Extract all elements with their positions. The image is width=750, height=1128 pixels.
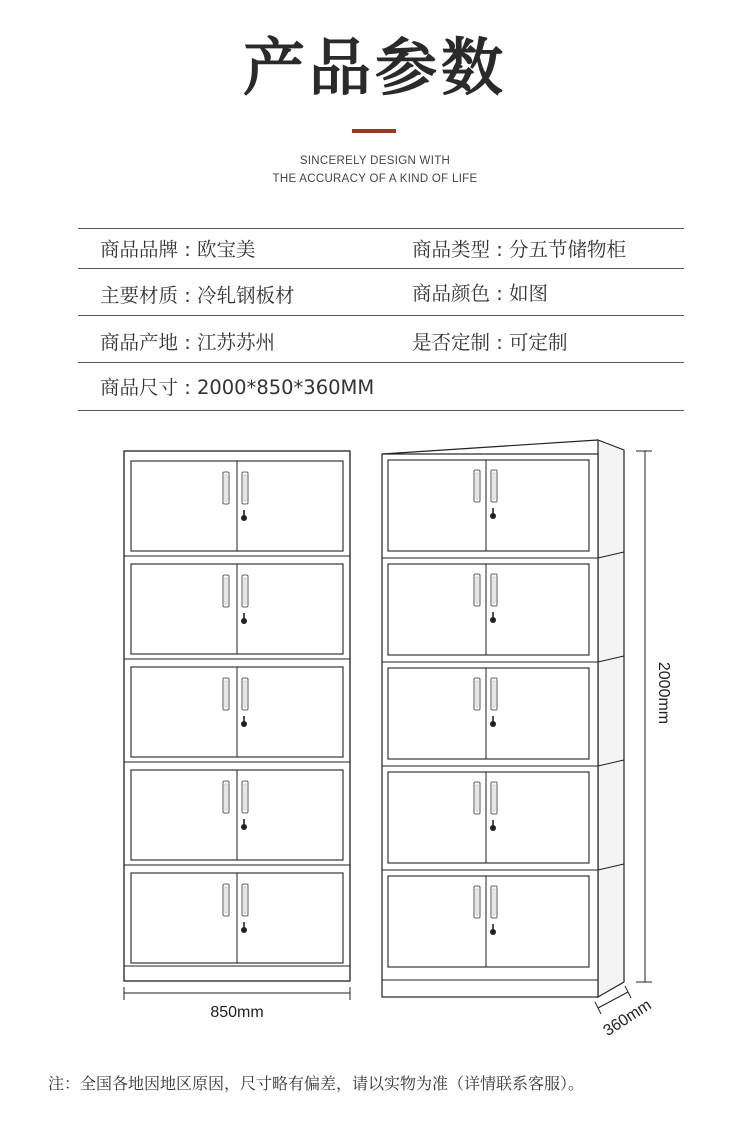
param-size: 商品尺寸 : 2000*850*360MM	[100, 376, 375, 399]
cabinet-perspective-view	[382, 440, 624, 997]
cabinet-front-view	[124, 451, 350, 981]
height-label: 2000mm	[655, 661, 672, 725]
width-dimension	[124, 987, 350, 1000]
param-color: 商品颜色 : 如图	[412, 282, 548, 305]
title-accent-bar	[352, 129, 396, 133]
param-material: 主要材质 : 冷轧钢板材	[100, 284, 295, 307]
table-rule	[78, 268, 684, 269]
page-title: 产品参数	[242, 31, 507, 104]
cabinet-diagram	[0, 430, 750, 1060]
table-rule	[78, 315, 684, 316]
param-brand: 商品品牌 : 欧宝美	[100, 238, 256, 261]
table-rule	[78, 410, 684, 411]
param-type: 商品类型 : 分五节储物柜	[412, 238, 626, 261]
width-label: 850mm	[210, 1004, 264, 1021]
table-rule	[78, 228, 684, 229]
footer-note: 注：全国各地因地区原因，尺寸略有偏差，请以实物为准（详情联系客服）。	[48, 1074, 585, 1093]
table-rule	[78, 362, 684, 363]
param-origin: 商品产地 : 江苏苏州	[100, 331, 275, 354]
subtitle-line-2: THE ACCURACY OF A KIND OF LIFE	[272, 173, 478, 185]
height-dimension	[636, 451, 652, 982]
depth-label: 360mm	[600, 996, 655, 1040]
param-custom: 是否定制 : 可定制	[412, 331, 568, 354]
subtitle-line-1: SINCERELY DESIGN WITH	[299, 155, 451, 167]
